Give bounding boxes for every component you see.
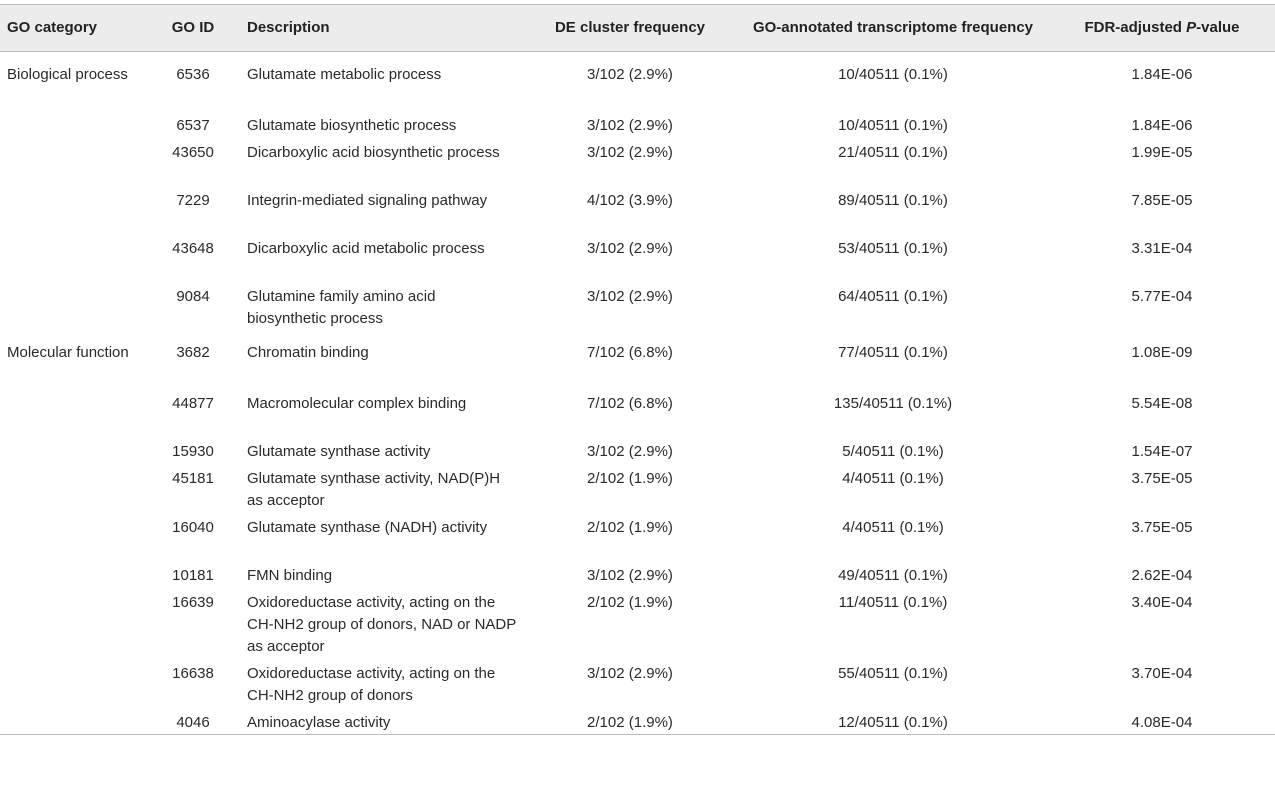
header-go-category: GO category <box>7 19 98 36</box>
header-fdr-suffix: -value <box>1196 19 1240 36</box>
cell-go-id: 10181 <box>172 566 214 584</box>
header-fdr-p: P <box>1186 19 1197 36</box>
cell-go-annotated-frequency: 49/40511 (0.1%) <box>838 566 948 584</box>
cell-de-cluster-frequency: 3/102 (2.9%) <box>587 566 673 584</box>
table-row <box>0 233 1275 281</box>
cell-description: Glutamate metabolic process <box>247 66 442 83</box>
cell-de-cluster-frequency: 3/102 (2.9%) <box>587 287 673 305</box>
cell-fdr-adjusted-p-value: 1.54E-07 <box>1131 442 1193 460</box>
cell-de-cluster-frequency: 3/102 (2.9%) <box>587 442 673 460</box>
cell-de-cluster-frequency: 4/102 (3.9%) <box>587 191 673 209</box>
cell-go-id: 44877 <box>172 394 214 412</box>
cell-description: Oxidoreductase activity, acting on the CH-NH2 group of donors <box>247 664 496 704</box>
table-row <box>0 707 1275 735</box>
cell-go-id: 16040 <box>172 518 214 536</box>
cell-fdr-adjusted-p-value: 4.08E-04 <box>1131 713 1193 731</box>
cell-go-annotated-frequency: 89/40511 (0.1%) <box>838 191 948 209</box>
cell-de-cluster-frequency: 3/102 (2.9%) <box>587 66 673 83</box>
cell-go-annotated-frequency: 10/40511 (0.1%) <box>838 66 948 83</box>
cell-description: Glutamine family amino acid biosynthetic process <box>247 287 436 327</box>
cell-go-id: 15930 <box>172 442 214 460</box>
header-row <box>0 5 1275 52</box>
cell-fdr-adjusted-p-value: 1.84E-06 <box>1131 116 1193 134</box>
header-go-annotated-frequency: GO-annotated transcriptome frequency <box>752 19 1034 36</box>
cell-description: FMN binding <box>247 566 333 584</box>
cell-description: Oxidoreductase activity, acting on the CH-NH2 group of donors, NAD or NADP as acceptor <box>247 593 516 655</box>
cell-de-cluster-frequency: 2/102 (1.9%) <box>587 469 673 487</box>
cell-go-category <box>0 281 147 330</box>
cell-go-annotated-frequency: 12/40511 (0.1%) <box>838 713 948 731</box>
cell-de-cluster-frequency: 7/102 (6.8%) <box>587 343 673 361</box>
cell-description: Glutamate biosynthetic process <box>247 116 457 134</box>
table-row <box>0 512 1275 560</box>
cell-go-id: 43650 <box>172 143 214 161</box>
cell-fdr-adjusted-p-value: 2.62E-04 <box>1131 566 1193 584</box>
cell-go-annotated-frequency: 21/40511 (0.1%) <box>838 143 948 161</box>
table-row <box>0 330 1275 388</box>
cell-description: Dicarboxylic acid biosynthetic process <box>247 143 500 161</box>
cell-go-annotated-frequency: 4/40511 (0.1%) <box>842 469 944 487</box>
cell-de-cluster-frequency: 3/102 (2.9%) <box>587 664 673 682</box>
cell-go-id: 7229 <box>176 191 210 209</box>
cell-de-cluster-frequency: 3/102 (2.9%) <box>587 143 673 161</box>
table-body <box>0 52 1275 735</box>
cell-fdr-adjusted-p-value: 7.85E-05 <box>1131 191 1193 209</box>
cell-de-cluster-frequency: 2/102 (1.9%) <box>587 518 673 536</box>
cell-fdr-adjusted-p-value: 3.40E-04 <box>1131 593 1193 611</box>
cell-go-annotated-frequency: 135/40511 (0.1%) <box>833 394 953 412</box>
cell-go-annotated-frequency: 11/40511 (0.1%) <box>838 593 948 611</box>
table-row <box>0 137 1275 185</box>
header-description: Description <box>247 19 330 36</box>
cell-go-annotated-frequency: 10/40511 (0.1%) <box>838 116 948 134</box>
cell-go-category: Biological process <box>7 66 128 83</box>
table-row <box>0 281 1275 330</box>
cell-go-annotated-frequency: 4/40511 (0.1%) <box>842 518 944 536</box>
cell-fdr-adjusted-p-value: 5.54E-08 <box>1131 394 1193 412</box>
cell-description: Glutamate synthase (NADH) activity <box>247 518 488 536</box>
cell-go-category <box>0 185 147 233</box>
table-row <box>0 110 1275 137</box>
cell-go-id: 16639 <box>172 593 214 611</box>
cell-go-annotated-frequency: 53/40511 (0.1%) <box>838 239 948 257</box>
cell-description: Glutamate synthase activity <box>247 442 431 460</box>
cell-go-id: 6537 <box>176 116 210 134</box>
cell-description: Dicarboxylic acid metabolic process <box>247 239 485 257</box>
cell-de-cluster-frequency: 2/102 (1.9%) <box>587 713 673 731</box>
table-row <box>0 388 1275 436</box>
cell-fdr-adjusted-p-value: 3.75E-05 <box>1131 469 1193 487</box>
cell-description: Macromolecular complex binding <box>247 394 467 412</box>
cell-go-category <box>0 233 147 281</box>
cell-go-category <box>0 436 147 463</box>
cell-fdr-adjusted-p-value: 5.77E-04 <box>1131 287 1193 305</box>
header-de-cluster-frequency: DE cluster frequency <box>554 19 706 36</box>
header-fdr-prefix: FDR-adjusted <box>1084 19 1187 36</box>
cell-fdr-adjusted-p-value: 1.08E-09 <box>1131 343 1193 361</box>
table-row <box>0 560 1275 587</box>
cell-go-category <box>0 560 147 587</box>
cell-fdr-adjusted-p-value: 3.31E-04 <box>1131 239 1193 257</box>
cell-go-category <box>0 137 147 185</box>
cell-go-id: 4046 <box>176 713 210 731</box>
table-row <box>0 587 1275 658</box>
cell-go-id: 9084 <box>176 287 210 305</box>
cell-de-cluster-frequency: 7/102 (6.8%) <box>587 394 673 412</box>
cell-description: Integrin-mediated signaling pathway <box>247 191 488 209</box>
go-enrichment-table-container <box>0 4 1240 735</box>
cell-de-cluster-frequency: 3/102 (2.9%) <box>587 116 673 134</box>
cell-go-category <box>0 512 147 560</box>
cell-go-category <box>0 707 147 735</box>
table-row <box>0 52 1275 110</box>
cell-go-category <box>0 587 147 658</box>
header-go-id: GO ID <box>171 19 215 36</box>
cell-go-id: 3682 <box>176 343 210 361</box>
cell-description: Glutamate synthase activity, NAD(P)H as acceptor <box>247 469 501 509</box>
header-fdr-adjusted-p-value <box>1049 5 1275 52</box>
cell-go-id: 45181 <box>172 469 214 487</box>
cell-description: Aminoacylase activity <box>247 713 391 731</box>
cell-go-annotated-frequency: 64/40511 (0.1%) <box>838 287 948 305</box>
cell-fdr-adjusted-p-value: 1.99E-05 <box>1131 143 1193 161</box>
cell-de-cluster-frequency: 3/102 (2.9%) <box>587 239 673 257</box>
table-row <box>0 463 1275 512</box>
cell-go-id: 43648 <box>172 239 214 257</box>
cell-go-annotated-frequency: 55/40511 (0.1%) <box>838 664 948 682</box>
go-enrichment-table <box>0 4 1275 735</box>
cell-go-category <box>0 110 147 137</box>
table-row <box>0 185 1275 233</box>
cell-fdr-adjusted-p-value: 3.75E-05 <box>1131 518 1193 536</box>
cell-go-annotated-frequency: 5/40511 (0.1%) <box>842 442 944 460</box>
cell-fdr-adjusted-p-value: 1.84E-06 <box>1131 66 1193 83</box>
cell-go-id: 6536 <box>176 66 210 83</box>
cell-de-cluster-frequency: 2/102 (1.9%) <box>587 593 673 611</box>
cell-go-category: Molecular function <box>7 343 129 361</box>
cell-go-id: 16638 <box>172 664 214 682</box>
cell-description: Chromatin binding <box>247 343 369 361</box>
table-header <box>0 5 1275 52</box>
cell-go-category <box>0 463 147 512</box>
cell-go-annotated-frequency: 77/40511 (0.1%) <box>838 343 948 361</box>
cell-fdr-adjusted-p-value: 3.70E-04 <box>1131 664 1193 682</box>
cell-go-category <box>0 658 147 707</box>
table-row <box>0 436 1275 463</box>
table-row <box>0 658 1275 707</box>
cell-go-category <box>0 388 147 436</box>
